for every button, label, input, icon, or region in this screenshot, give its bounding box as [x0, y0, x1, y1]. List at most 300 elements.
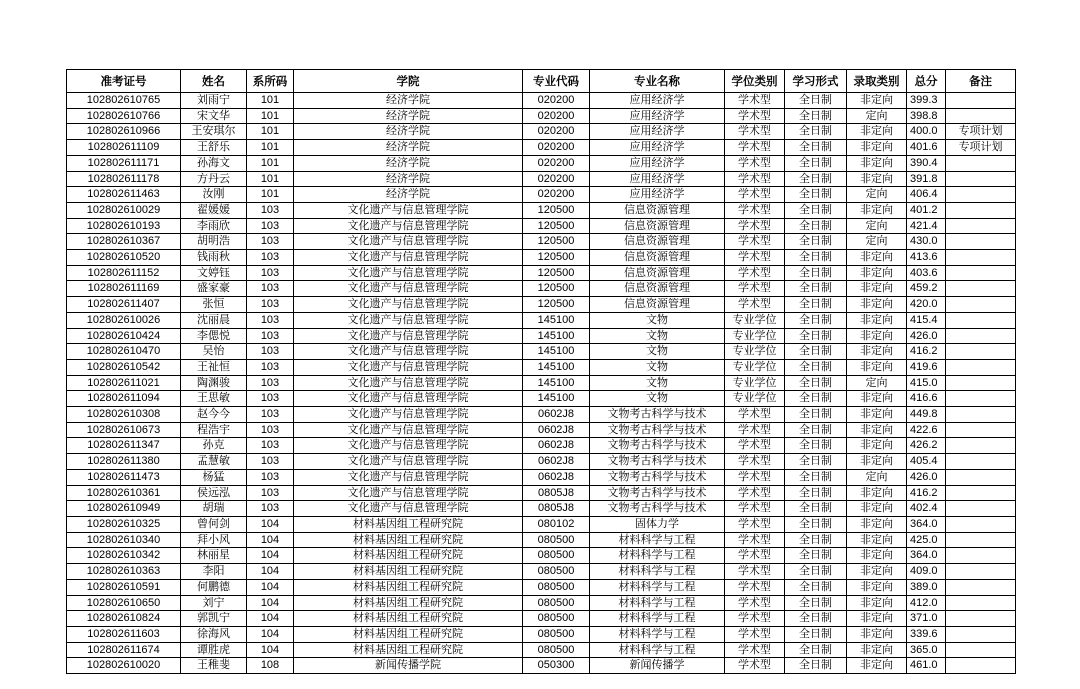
major-name-cell: 文物 — [590, 375, 725, 391]
exam-number-cell: 102802610342 — [67, 548, 181, 564]
exam-number-cell: 102802610020 — [67, 658, 181, 674]
exam-number-cell: 102802610026 — [67, 312, 181, 328]
dept-code-cell: 101 — [247, 140, 294, 156]
major-code-cell: 080500 — [523, 579, 590, 595]
dept-code-cell: 101 — [247, 187, 294, 203]
total-score-cell: 409.0 — [907, 564, 946, 580]
college-cell: 文化遗产与信息管理学院 — [294, 234, 523, 250]
header-total-score: 总分 — [907, 70, 946, 93]
table-row — [67, 485, 1016, 501]
table-row — [67, 438, 1016, 454]
exam-number-cell: 102802610520 — [67, 250, 181, 266]
college-cell: 材料基因组工程研究院 — [294, 516, 523, 532]
total-score-cell: 399.3 — [907, 93, 946, 109]
study-mode-cell: 全日制 — [785, 579, 847, 595]
table-row — [67, 532, 1016, 548]
degree-type-cell: 专业学位 — [725, 391, 785, 407]
name-cell: 张恒 — [181, 297, 247, 313]
total-score-cell: 416.2 — [907, 485, 946, 501]
total-score-cell: 430.0 — [907, 234, 946, 250]
college-cell: 文化遗产与信息管理学院 — [294, 407, 523, 423]
dept-code-cell: 101 — [247, 155, 294, 171]
study-mode-cell: 全日制 — [785, 516, 847, 532]
degree-type-cell: 学术型 — [725, 595, 785, 611]
dept-code-cell: 103 — [247, 297, 294, 313]
remarks-cell — [946, 187, 1016, 203]
study-mode-cell: 全日制 — [785, 611, 847, 627]
exam-number-cell: 102802611603 — [67, 626, 181, 642]
dept-code-cell: 103 — [247, 281, 294, 297]
admission-type-cell: 非定向 — [847, 93, 907, 109]
major-name-cell: 信息资源管理 — [590, 297, 725, 313]
major-code-cell: 050300 — [523, 658, 590, 674]
college-cell: 文化遗产与信息管理学院 — [294, 281, 523, 297]
table-row — [67, 501, 1016, 517]
dept-code-cell: 104 — [247, 595, 294, 611]
study-mode-cell: 全日制 — [785, 564, 847, 580]
dept-code-cell: 103 — [247, 250, 294, 266]
dept-code-cell: 103 — [247, 234, 294, 250]
total-score-cell: 420.0 — [907, 297, 946, 313]
college-cell: 新闻传播学院 — [294, 658, 523, 674]
remarks-cell — [946, 375, 1016, 391]
total-score-cell: 426.2 — [907, 438, 946, 454]
name-cell: 赵今今 — [181, 407, 247, 423]
major-code-cell: 120500 — [523, 265, 590, 281]
name-cell: 徐海风 — [181, 626, 247, 642]
table-row — [67, 454, 1016, 470]
table-row — [67, 93, 1016, 109]
total-score-cell: 416.2 — [907, 344, 946, 360]
degree-type-cell: 专业学位 — [725, 375, 785, 391]
study-mode-cell: 全日制 — [785, 626, 847, 642]
major-name-cell: 文物考古科学与技术 — [590, 469, 725, 485]
study-mode-cell: 全日制 — [785, 485, 847, 501]
exam-number-cell: 102802610591 — [67, 579, 181, 595]
major-name-cell: 文物 — [590, 328, 725, 344]
dept-code-cell: 101 — [247, 171, 294, 187]
degree-type-cell: 专业学位 — [725, 312, 785, 328]
major-code-cell: 120500 — [523, 218, 590, 234]
college-cell: 文化遗产与信息管理学院 — [294, 485, 523, 501]
table-row — [67, 265, 1016, 281]
total-score-cell: 364.0 — [907, 548, 946, 564]
name-cell: 方丹云 — [181, 171, 247, 187]
exam-number-cell: 102802610367 — [67, 234, 181, 250]
remarks-cell — [946, 108, 1016, 124]
admission-type-cell: 定向 — [847, 218, 907, 234]
table-row — [67, 312, 1016, 328]
dept-code-cell: 103 — [247, 501, 294, 517]
degree-type-cell: 学术型 — [725, 564, 785, 580]
major-code-cell: 080500 — [523, 532, 590, 548]
remarks-cell — [946, 516, 1016, 532]
study-mode-cell: 全日制 — [785, 438, 847, 454]
exam-number-cell: 102802610193 — [67, 218, 181, 234]
exam-number-cell: 102802610325 — [67, 516, 181, 532]
major-code-cell: 145100 — [523, 375, 590, 391]
major-name-cell: 文物考古科学与技术 — [590, 407, 725, 423]
remarks-cell — [946, 391, 1016, 407]
table-row — [67, 328, 1016, 344]
total-score-cell: 371.0 — [907, 611, 946, 627]
total-score-cell: 389.0 — [907, 579, 946, 595]
admission-type-cell: 定向 — [847, 375, 907, 391]
exam-number-cell: 102802611094 — [67, 391, 181, 407]
major-code-cell: 020200 — [523, 93, 590, 109]
header-study-mode: 学习形式 — [785, 70, 847, 93]
admission-type-cell: 非定向 — [847, 595, 907, 611]
dept-code-cell: 104 — [247, 516, 294, 532]
admission-type-cell: 非定向 — [847, 312, 907, 328]
remarks-cell — [946, 454, 1016, 470]
college-cell: 材料基因组工程研究院 — [294, 532, 523, 548]
major-name-cell: 应用经济学 — [590, 155, 725, 171]
dept-code-cell: 101 — [247, 108, 294, 124]
major-name-cell: 固体力学 — [590, 516, 725, 532]
dept-code-cell: 103 — [247, 344, 294, 360]
total-score-cell: 422.6 — [907, 422, 946, 438]
major-code-cell: 0602J8 — [523, 438, 590, 454]
college-cell: 文化遗产与信息管理学院 — [294, 265, 523, 281]
dept-code-cell: 103 — [247, 438, 294, 454]
exam-number-cell: 102802611178 — [67, 171, 181, 187]
remarks-cell — [946, 626, 1016, 642]
header-admission-type: 录取类别 — [847, 70, 907, 93]
exam-number-cell: 102802611674 — [67, 642, 181, 658]
admission-table — [66, 69, 1016, 674]
study-mode-cell: 全日制 — [785, 532, 847, 548]
exam-number-cell: 102802610673 — [67, 422, 181, 438]
name-cell: 吴怡 — [181, 344, 247, 360]
exam-number-cell: 102802611021 — [67, 375, 181, 391]
table-row — [67, 626, 1016, 642]
exam-number-cell: 102802610949 — [67, 501, 181, 517]
degree-type-cell: 学术型 — [725, 642, 785, 658]
college-cell: 经济学院 — [294, 124, 523, 140]
name-cell: 林丽星 — [181, 548, 247, 564]
exam-number-cell: 102802611380 — [67, 454, 181, 470]
dept-code-cell: 103 — [247, 485, 294, 501]
college-cell: 文化遗产与信息管理学院 — [294, 469, 523, 485]
dept-code-cell: 103 — [247, 218, 294, 234]
table-row — [67, 375, 1016, 391]
remarks-cell — [946, 485, 1016, 501]
major-code-cell: 145100 — [523, 359, 590, 375]
college-cell: 文化遗产与信息管理学院 — [294, 297, 523, 313]
remarks-cell — [946, 359, 1016, 375]
exam-number-cell: 102802611109 — [67, 140, 181, 156]
major-code-cell: 0602J8 — [523, 407, 590, 423]
table-row — [67, 281, 1016, 297]
total-score-cell: 416.6 — [907, 391, 946, 407]
admission-type-cell: 非定向 — [847, 359, 907, 375]
name-cell: 王思敏 — [181, 391, 247, 407]
major-name-cell: 信息资源管理 — [590, 218, 725, 234]
study-mode-cell: 全日制 — [785, 595, 847, 611]
total-score-cell: 459.2 — [907, 281, 946, 297]
admission-type-cell: 非定向 — [847, 328, 907, 344]
study-mode-cell: 全日制 — [785, 312, 847, 328]
major-name-cell: 文物 — [590, 359, 725, 375]
major-name-cell: 应用经济学 — [590, 108, 725, 124]
remarks-cell — [946, 265, 1016, 281]
dept-code-cell: 104 — [247, 564, 294, 580]
major-code-cell: 020200 — [523, 171, 590, 187]
total-score-cell: 401.2 — [907, 202, 946, 218]
major-name-cell: 文物考古科学与技术 — [590, 485, 725, 501]
major-name-cell: 信息资源管理 — [590, 234, 725, 250]
table-row — [67, 658, 1016, 674]
dept-code-cell: 103 — [247, 375, 294, 391]
total-score-cell: 339.6 — [907, 626, 946, 642]
admission-type-cell: 非定向 — [847, 579, 907, 595]
major-code-cell: 020200 — [523, 124, 590, 140]
table-body — [67, 93, 1016, 674]
name-cell: 孙海文 — [181, 155, 247, 171]
major-code-cell: 080500 — [523, 595, 590, 611]
major-code-cell: 080500 — [523, 564, 590, 580]
admission-type-cell: 非定向 — [847, 611, 907, 627]
name-cell: 王稚斐 — [181, 658, 247, 674]
dept-code-cell: 101 — [247, 124, 294, 140]
table-row — [67, 564, 1016, 580]
total-score-cell: 400.0 — [907, 124, 946, 140]
name-cell: 侯远泓 — [181, 485, 247, 501]
degree-type-cell: 学术型 — [725, 108, 785, 124]
college-cell: 文化遗产与信息管理学院 — [294, 344, 523, 360]
college-cell: 材料基因组工程研究院 — [294, 579, 523, 595]
total-score-cell: 449.8 — [907, 407, 946, 423]
college-cell: 经济学院 — [294, 171, 523, 187]
dept-code-cell: 103 — [247, 469, 294, 485]
major-name-cell: 材料科学与工程 — [590, 642, 725, 658]
degree-type-cell: 学术型 — [725, 501, 785, 517]
total-score-cell: 401.6 — [907, 140, 946, 156]
table-row — [67, 548, 1016, 564]
major-code-cell: 0602J8 — [523, 454, 590, 470]
major-name-cell: 新闻传播学 — [590, 658, 725, 674]
admission-type-cell: 非定向 — [847, 281, 907, 297]
header-dept-code: 系所码 — [247, 70, 294, 93]
admission-type-cell: 非定向 — [847, 564, 907, 580]
major-code-cell: 080500 — [523, 611, 590, 627]
exam-number-cell: 102802610824 — [67, 611, 181, 627]
study-mode-cell: 全日制 — [785, 124, 847, 140]
degree-type-cell: 学术型 — [725, 234, 785, 250]
admission-type-cell: 非定向 — [847, 202, 907, 218]
name-cell: 李阳 — [181, 564, 247, 580]
total-score-cell: 461.0 — [907, 658, 946, 674]
college-cell: 材料基因组工程研究院 — [294, 564, 523, 580]
study-mode-cell: 全日制 — [785, 407, 847, 423]
exam-number-cell: 102802610650 — [67, 595, 181, 611]
college-cell: 材料基因组工程研究院 — [294, 548, 523, 564]
exam-number-cell: 102802610542 — [67, 359, 181, 375]
degree-type-cell: 学术型 — [725, 658, 785, 674]
major-code-cell: 080500 — [523, 642, 590, 658]
total-score-cell: 413.6 — [907, 250, 946, 266]
remarks-cell — [946, 422, 1016, 438]
major-code-cell: 120500 — [523, 281, 590, 297]
dept-code-cell: 104 — [247, 642, 294, 658]
study-mode-cell: 全日制 — [785, 93, 847, 109]
major-name-cell: 材料科学与工程 — [590, 626, 725, 642]
total-score-cell: 419.6 — [907, 359, 946, 375]
header-exam-number: 准考证号 — [67, 70, 181, 93]
table-row — [67, 611, 1016, 627]
degree-type-cell: 专业学位 — [725, 359, 785, 375]
admission-type-cell: 非定向 — [847, 124, 907, 140]
remarks-cell — [946, 281, 1016, 297]
remarks-cell — [946, 328, 1016, 344]
name-cell: 沈丽晨 — [181, 312, 247, 328]
study-mode-cell: 全日制 — [785, 108, 847, 124]
dept-code-cell: 103 — [247, 312, 294, 328]
college-cell: 经济学院 — [294, 140, 523, 156]
study-mode-cell: 全日制 — [785, 454, 847, 470]
total-score-cell: 390.4 — [907, 155, 946, 171]
major-name-cell: 应用经济学 — [590, 124, 725, 140]
degree-type-cell: 学术型 — [725, 265, 785, 281]
college-cell: 文化遗产与信息管理学院 — [294, 328, 523, 344]
major-code-cell: 020200 — [523, 187, 590, 203]
major-code-cell: 0602J8 — [523, 422, 590, 438]
study-mode-cell: 全日制 — [785, 344, 847, 360]
remarks-cell — [946, 642, 1016, 658]
degree-type-cell: 专业学位 — [725, 328, 785, 344]
table-row — [67, 516, 1016, 532]
remarks-cell — [946, 218, 1016, 234]
major-code-cell: 080500 — [523, 626, 590, 642]
major-code-cell: 020200 — [523, 155, 590, 171]
remarks-cell — [946, 611, 1016, 627]
name-cell: 曾何剑 — [181, 516, 247, 532]
table-row — [67, 391, 1016, 407]
admission-type-cell: 非定向 — [847, 391, 907, 407]
remarks-cell — [946, 234, 1016, 250]
major-code-cell: 145100 — [523, 312, 590, 328]
name-cell: 宋文华 — [181, 108, 247, 124]
study-mode-cell: 全日制 — [785, 155, 847, 171]
dept-code-cell: 103 — [247, 265, 294, 281]
exam-number-cell: 102802610308 — [67, 407, 181, 423]
exam-number-cell: 102802611407 — [67, 297, 181, 313]
degree-type-cell: 学术型 — [725, 297, 785, 313]
admission-type-cell: 非定向 — [847, 548, 907, 564]
exam-number-cell: 102802611169 — [67, 281, 181, 297]
major-code-cell: 145100 — [523, 328, 590, 344]
dept-code-cell: 108 — [247, 658, 294, 674]
study-mode-cell: 全日制 — [785, 234, 847, 250]
degree-type-cell: 学术型 — [725, 93, 785, 109]
dept-code-cell: 103 — [247, 391, 294, 407]
table-row — [67, 140, 1016, 156]
major-name-cell: 应用经济学 — [590, 93, 725, 109]
admission-type-cell: 非定向 — [847, 171, 907, 187]
major-code-cell: 020200 — [523, 108, 590, 124]
study-mode-cell: 全日制 — [785, 501, 847, 517]
degree-type-cell: 学术型 — [725, 626, 785, 642]
college-cell: 文化遗产与信息管理学院 — [294, 501, 523, 517]
table-row — [67, 407, 1016, 423]
name-cell: 何鹏德 — [181, 579, 247, 595]
admission-type-cell: 定向 — [847, 108, 907, 124]
study-mode-cell: 全日制 — [785, 375, 847, 391]
college-cell: 经济学院 — [294, 187, 523, 203]
exam-number-cell: 102802610424 — [67, 328, 181, 344]
table-row — [67, 579, 1016, 595]
dept-code-cell: 104 — [247, 611, 294, 627]
name-cell: 翟媛媛 — [181, 202, 247, 218]
remarks-cell — [946, 407, 1016, 423]
study-mode-cell: 全日制 — [785, 187, 847, 203]
total-score-cell: 365.0 — [907, 642, 946, 658]
name-cell: 李偲悦 — [181, 328, 247, 344]
dept-code-cell: 103 — [247, 422, 294, 438]
dept-code-cell: 101 — [247, 93, 294, 109]
college-cell: 文化遗产与信息管理学院 — [294, 375, 523, 391]
total-score-cell: 412.0 — [907, 595, 946, 611]
table-row — [67, 187, 1016, 203]
total-score-cell: 415.0 — [907, 375, 946, 391]
college-cell: 经济学院 — [294, 93, 523, 109]
table-row — [67, 171, 1016, 187]
degree-type-cell: 学术型 — [725, 250, 785, 266]
admission-type-cell: 非定向 — [847, 297, 907, 313]
exam-number-cell: 102802610361 — [67, 485, 181, 501]
table-row — [67, 469, 1016, 485]
dept-code-cell: 103 — [247, 407, 294, 423]
major-name-cell: 文物考古科学与技术 — [590, 422, 725, 438]
total-score-cell: 421.4 — [907, 218, 946, 234]
study-mode-cell: 全日制 — [785, 140, 847, 156]
major-code-cell: 120500 — [523, 250, 590, 266]
name-cell: 刘雨宁 — [181, 93, 247, 109]
major-name-cell: 文物 — [590, 344, 725, 360]
degree-type-cell: 学术型 — [725, 579, 785, 595]
major-name-cell: 应用经济学 — [590, 171, 725, 187]
table-row — [67, 359, 1016, 375]
exam-number-cell: 102802610340 — [67, 532, 181, 548]
college-cell: 文化遗产与信息管理学院 — [294, 391, 523, 407]
college-cell: 材料基因组工程研究院 — [294, 642, 523, 658]
admission-type-cell: 非定向 — [847, 516, 907, 532]
admission-type-cell: 非定向 — [847, 485, 907, 501]
dept-code-cell: 104 — [247, 532, 294, 548]
name-cell: 钱雨秋 — [181, 250, 247, 266]
degree-type-cell: 学术型 — [725, 516, 785, 532]
admission-type-cell: 定向 — [847, 187, 907, 203]
name-cell: 王祉恒 — [181, 359, 247, 375]
major-name-cell: 信息资源管理 — [590, 265, 725, 281]
remarks-cell — [946, 297, 1016, 313]
major-code-cell: 120500 — [523, 297, 590, 313]
remarks-cell: 专项计划 — [946, 124, 1016, 140]
study-mode-cell: 全日制 — [785, 548, 847, 564]
remarks-cell — [946, 155, 1016, 171]
college-cell: 文化遗产与信息管理学院 — [294, 438, 523, 454]
total-score-cell: 426.0 — [907, 328, 946, 344]
table-row — [67, 218, 1016, 234]
major-code-cell: 145100 — [523, 344, 590, 360]
remarks-cell — [946, 93, 1016, 109]
table-row — [67, 297, 1016, 313]
remarks-cell — [946, 469, 1016, 485]
name-cell: 杨猛 — [181, 469, 247, 485]
header-remarks: 备注 — [946, 70, 1016, 93]
total-score-cell: 402.4 — [907, 501, 946, 517]
